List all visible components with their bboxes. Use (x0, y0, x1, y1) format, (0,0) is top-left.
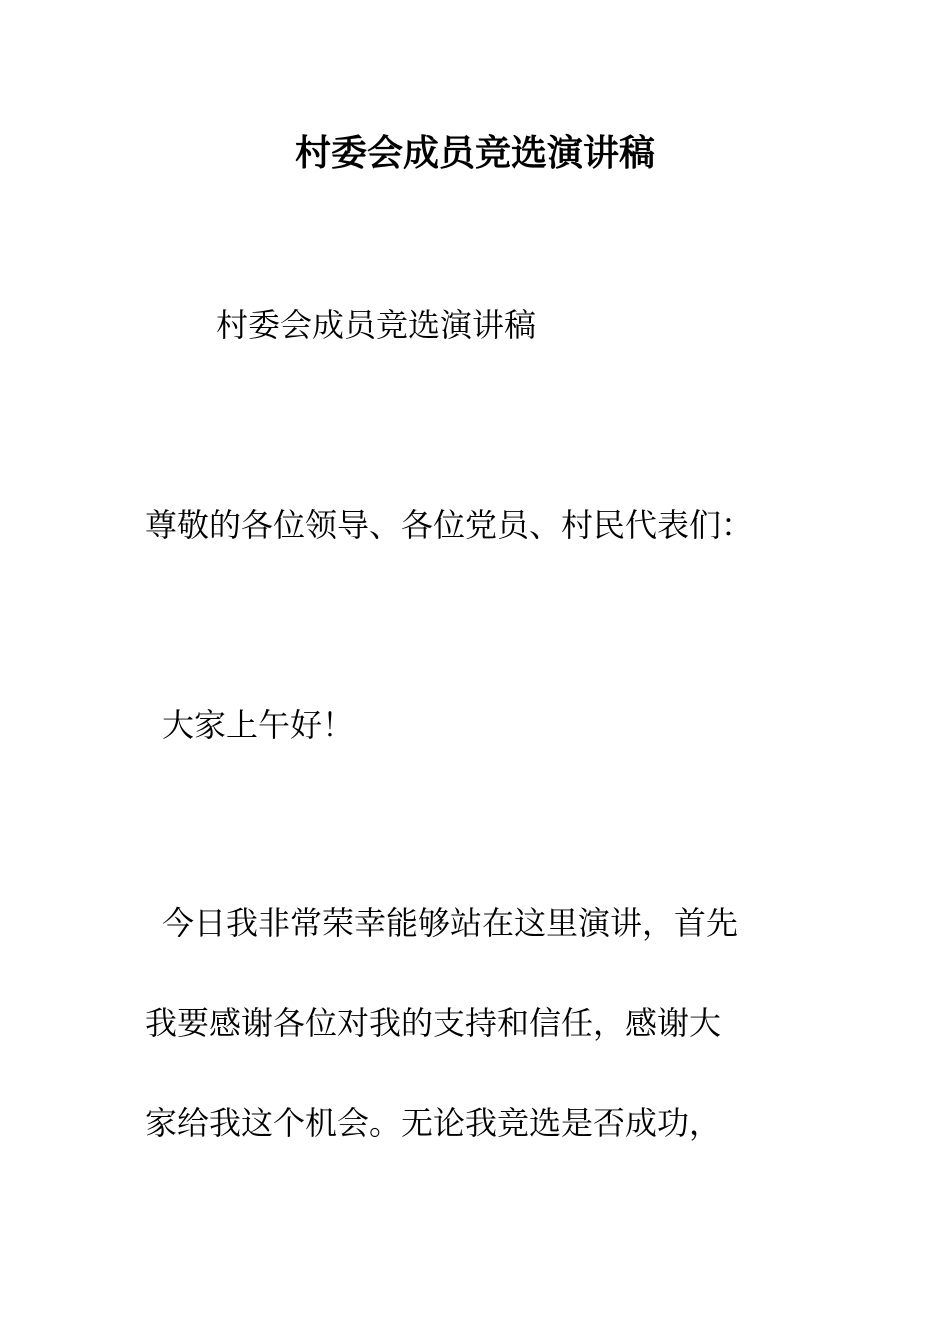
document-subtitle: 村委会成员竞选演讲稿 (216, 306, 537, 344)
document-title: 村委会成员竞选演讲稿 (294, 132, 655, 174)
greeting-line: 大家上午好！ (162, 706, 355, 744)
body-line: 今日我非常荣幸能够站在这里演讲，首先 (162, 904, 739, 942)
body-line: 家给我这个机会。无论我竞选是否成功， (145, 1104, 722, 1142)
body-line: 我要感谢各位对我的支持和信任，感谢大 (145, 1004, 722, 1042)
salutation-line: 尊敬的各位领导、各位党员、村民代表们： (145, 506, 754, 544)
